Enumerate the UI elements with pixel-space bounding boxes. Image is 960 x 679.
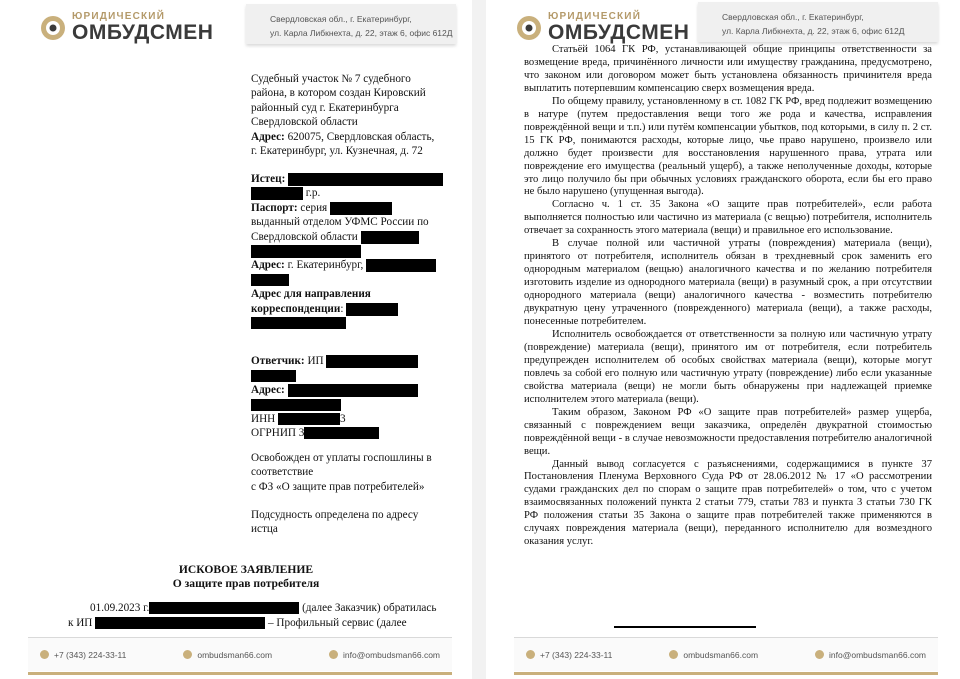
body-text-start <box>68 601 446 631</box>
passport-issued-1: выданный отделом УФМС России по <box>251 216 429 229</box>
court-line: Свердловской области <box>251 116 358 129</box>
redaction-bar <box>288 384 418 397</box>
footer-site <box>669 650 758 660</box>
footer-email-text: info@ombudsman66.com <box>343 649 440 660</box>
logo-subtitle: ЮРИДИЧЕСКИЙ <box>548 11 642 22</box>
redaction-bar <box>251 370 296 382</box>
footer-email <box>329 650 440 660</box>
redaction-bar <box>361 231 419 244</box>
logo-emblem-icon <box>40 15 66 41</box>
redaction-bar <box>95 617 265 629</box>
paragraph: В случае полной или частичной утраты (повреждения) материала (вещи), принятого от потребителя, исполнитель обязан в трехдневный срок заменить его однородным материалом (вещью) аналогичного качества и по желанию потребителя изготовить изделие из однородного материала (вещи) в разумный срок, а при отсутствии однородного материала (вещи) аналогичного качества - возместить потребителю двукратную цену утраченного (поврежденного) материала (вещи), а также расходы, понесенные потребителем. <box>524 238 932 328</box>
court-address-value-2: г. Екатеринбург, ул. Кузнечная, д. 72 <box>251 145 423 158</box>
footer-accent-bar <box>514 672 938 675</box>
page-gutter <box>472 0 486 679</box>
plaintiff-label: Истец: <box>251 173 286 185</box>
redaction-bar <box>251 317 346 329</box>
inn-label: ИНН <box>251 412 276 425</box>
document-page-1 <box>0 0 472 679</box>
phone-icon <box>526 650 535 659</box>
phone-icon <box>40 650 49 659</box>
passport-series: серия <box>297 201 328 214</box>
court-address <box>251 130 451 144</box>
paragraph: Статьёй 1064 ГК РФ, устанавливающей общие принципы ответственности за возмещение вреда, причинённого личности или имуществу гражданина, предусмотрено, что законом или договором может быть установлена обязанность причинителя вреда выплатить потерпевшим компенсацию сверх возмещения вреда. <box>524 44 932 94</box>
document-page-2 <box>486 0 958 679</box>
passport-label: Паспорт: <box>251 201 298 214</box>
inn-tail: 3 <box>340 412 346 425</box>
redaction-bar <box>278 413 340 425</box>
office-address-line2: ул. Карла Либкнехта, д. 22, этаж 6, офис 612Д <box>722 26 905 36</box>
body-line-1-tail: (далее Заказчик) обратилась <box>299 602 437 614</box>
exemption-line: соответствие <box>251 466 314 479</box>
jurisdiction-note <box>251 508 456 537</box>
redaction-bar <box>149 602 299 614</box>
globe-icon <box>669 650 678 659</box>
body-date: 01.09.2023 г. <box>90 602 150 614</box>
redaction-bar <box>326 355 418 368</box>
court-address-label: Адрес: <box>251 130 285 143</box>
redaction-bar <box>346 303 398 316</box>
office-address-line2: ул. Карла Либкнехта, д. 22, этаж 6, офис 612Д <box>270 28 453 38</box>
passport-issued-2: Свердловской области <box>251 230 358 243</box>
redaction-bar <box>288 173 443 186</box>
redaction-bar <box>251 399 341 411</box>
mail-icon <box>329 650 338 659</box>
logo-title: ОМБУДСМЕН <box>548 21 690 44</box>
company-logo <box>516 12 689 43</box>
footer-site <box>183 650 272 660</box>
defendant-address-label: Адрес: <box>251 383 285 396</box>
footer-email-text: info@ombudsman66.com <box>829 649 926 660</box>
court-line: Судебный участок № 7 судебного <box>251 73 411 85</box>
fee-exemption-note <box>251 451 456 494</box>
legal-reasoning-text <box>524 44 932 549</box>
logo-emblem-icon <box>516 15 542 41</box>
redaction-bar <box>251 274 289 286</box>
address-label: Адрес: <box>251 259 285 272</box>
page-footer <box>514 637 938 671</box>
office-address-box <box>698 2 938 42</box>
footer-phone <box>40 650 126 660</box>
jurisdiction-line: Подсудность определена по адресу <box>251 509 419 521</box>
redaction-bar <box>330 202 392 215</box>
logo-title: ОМБУДСМЕН <box>72 21 214 44</box>
exemption-line: Освобожден от уплаты госпошлины в <box>251 452 432 464</box>
court-line: районный суд г. Екатеринбурга <box>251 101 399 114</box>
redaction-bar <box>251 245 361 258</box>
court-address-value-1: 620075, Свердловская область, <box>284 130 435 143</box>
paragraph: Исполнитель освобождается от ответственности за полную или частичную утрату (повреждение) материала (вещи), принятого им от потребителя, если потребитель предупрежден исполнителем об особых свойствах материала (вещи), которые могут повлечь за собой его полную или частичную утрату (повреждение) либо если указанные свойства материала (вещи) не могли быть обнаружены при надлежащей приемке исполнителем этого материала (вещи). <box>524 328 932 405</box>
paragraph: Согласно ч. 1 ст. 35 Закона «О защите прав потребителей», если работа выполняется полностью или частично из материала (с вещью) потребителя, исполнитель отвечает за сохранность этого материала (вещи) и правильное его использование. <box>524 199 932 237</box>
footer-phone-text: +7 (343) 224-33-11 <box>54 649 127 660</box>
court-block <box>251 72 451 158</box>
footer-accent-bar <box>28 672 452 675</box>
mail-icon <box>815 650 824 659</box>
footer-phone <box>526 650 612 660</box>
body-line-2-start: к ИП <box>68 617 93 629</box>
court-line: района, в котором создан Кировский <box>251 87 426 100</box>
ogrnip-label: ОГРНИП 3 <box>251 427 305 440</box>
correspondence-colon: : <box>340 302 344 315</box>
document-title: ИСКОВОЕ ЗАЯВЛЕНИЕ <box>178 563 314 576</box>
redaction-bar <box>304 427 379 439</box>
office-address-line1: Свердловская обл., г. Екатеринбург, <box>270 14 412 24</box>
redaction-bar <box>251 187 303 200</box>
office-address-line1: Свердловская обл., г. Екатеринбург, <box>722 12 864 22</box>
page-footer <box>28 637 452 671</box>
footer-email <box>815 650 926 660</box>
footer-site-text: ombudsman66.com <box>683 649 759 660</box>
correspondence-label-1: Адрес для направления <box>251 288 371 301</box>
footer-phone-text: +7 (343) 224-33-11 <box>540 649 613 660</box>
plaintiff-birth-year: г.р. <box>305 187 321 200</box>
defendant-block <box>251 354 456 440</box>
exemption-line: с ФЗ «О защите прав потребителей» <box>251 480 425 493</box>
paragraph: Данный вывод согласуется с разъяснениями, содержащимися в пункте 37 Постановления Пленума Верховного Суда РФ от 28.06.2012 № 17 «О рассмотрении судами гражданских дел по спорам о защите прав потребителей» о том, что с учетом взаимосвязанных положений пункта 2 статьи 779, статьи 783 и пункта 3 статьи 730 ГК РФ положения статьи 35 Закона о защите прав потребителей также применяются в случаях повреждения материала (вещи), переданного исполнителю для возмездного оказания услуг. <box>524 458 932 548</box>
defendant-value: ИП <box>304 355 324 367</box>
redaction-bar <box>366 259 436 272</box>
jurisdiction-line: истца <box>251 523 278 536</box>
office-address-box <box>246 4 456 44</box>
paragraph: Таким образом, Законом РФ «О защите прав потребителей» размер ущерба, связанный с повреждением вещи заказчика, определён двукратной стоимостью повреждённой вещи - в случае невозможности предоставления потребителю аналогичной вещи. <box>524 406 932 457</box>
company-logo <box>40 12 213 43</box>
logo-subtitle: ЮРИДИЧЕСКИЙ <box>72 11 166 22</box>
globe-icon <box>183 650 192 659</box>
defendant-label: Ответчик: <box>251 355 305 367</box>
paragraph: По общему правилу, установленному в ст. 1082 ГК РФ, вред подлежит возмещению в натуре (путем предоставления вещи того же рода и качества, исправления повреждённой вещи и т.п.) или путём компенсации убытков, под которыми, в силу п. 2 ст. 15 ГК РФ, понимаются расходы, которые лицо, чье право нарушено, произвело или должно будет произвести для восстановления нарушенного права, утрата или повреждение его имущества (реальный ущерб), а также неполученные доходы, которые это лицо получило бы при обычных условиях гражданского оборота, если бы его право не было нарушено (упущенная выгода). <box>524 95 932 198</box>
body-line-2-tail: – Профильный сервис (далее <box>268 617 407 629</box>
document-subtitle: О защите прав потребителя <box>172 577 320 590</box>
plaintiff-block <box>251 172 456 330</box>
correspondence-label-2: корреспонденции <box>251 302 341 315</box>
page-end-line <box>614 626 756 628</box>
footer-site-text: ombudsman66.com <box>197 649 273 660</box>
address-value: г. Екатеринбург, <box>284 259 364 272</box>
